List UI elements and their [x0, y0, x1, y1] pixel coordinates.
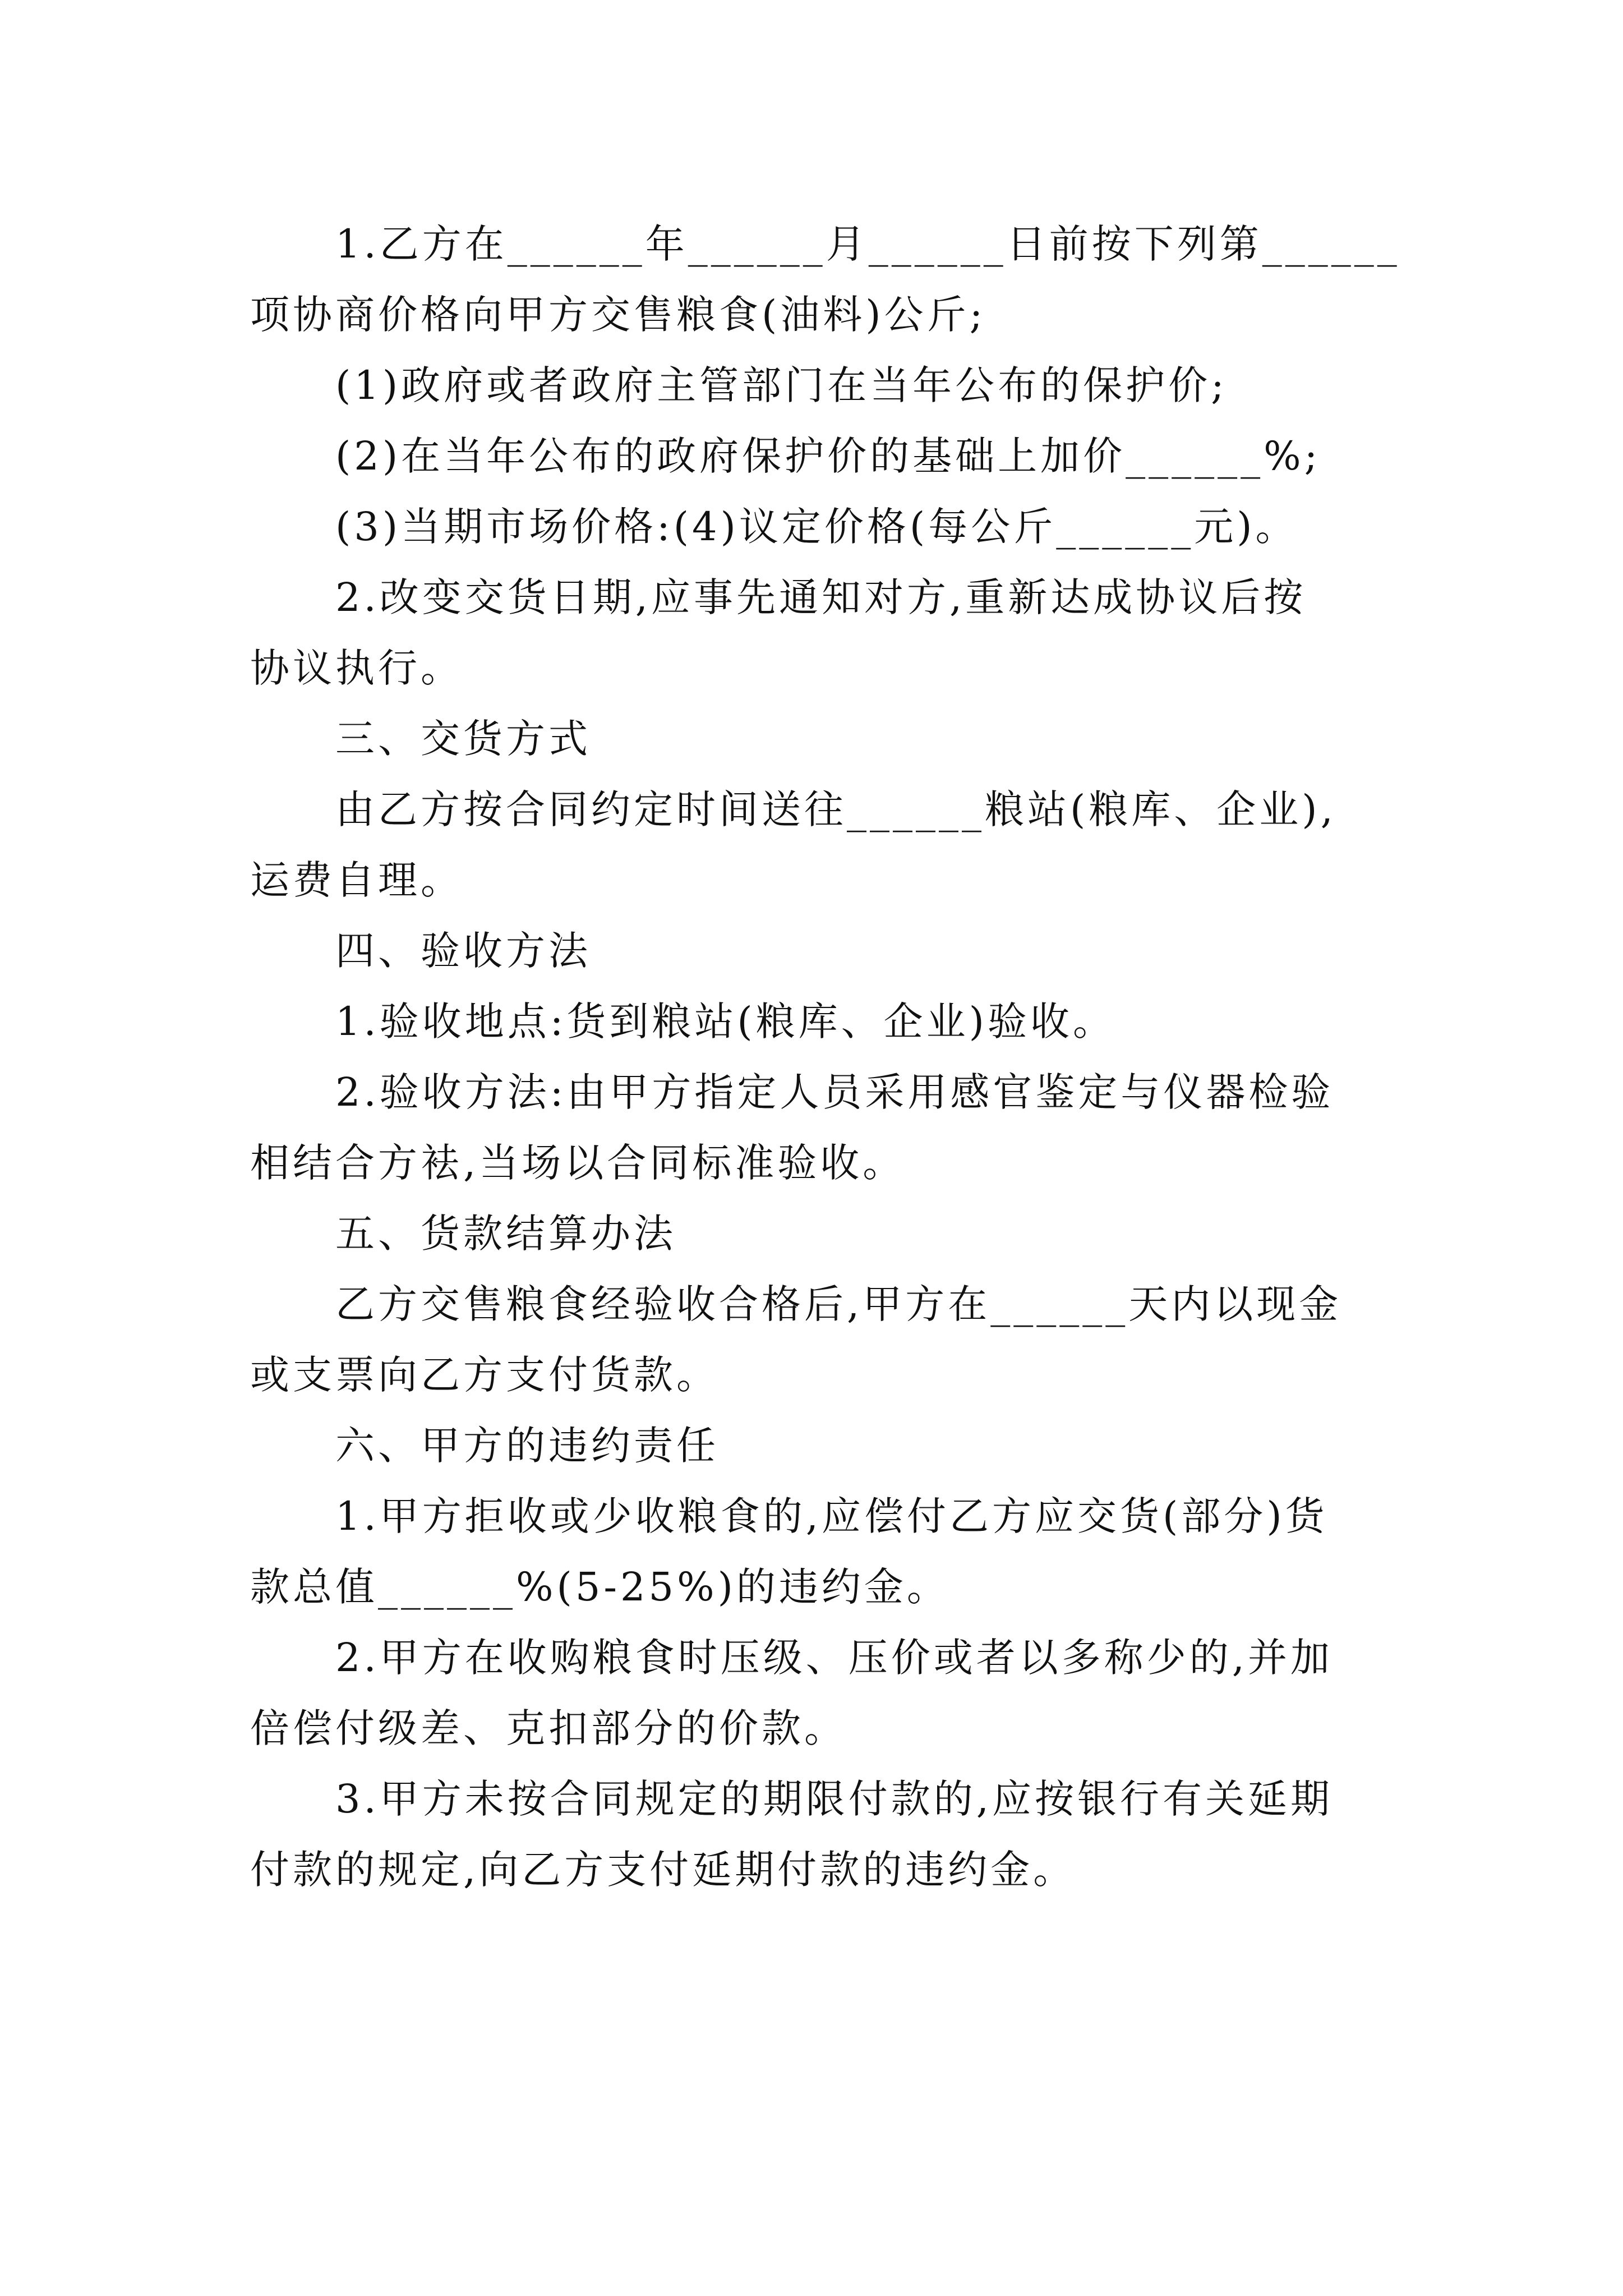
document-body [250, 209, 1400, 1905]
text-line: 1.甲方拒收或少收粮食的,应偿付乙方应交货(部分)货 [335, 1493, 1328, 1539]
text-line: 3.甲方未按合同规定的期限付款的,应按银行有关延期 [335, 1776, 1334, 1822]
text-line: (2)在当年公布的政府保护价的基础上加价______%; [335, 433, 1321, 479]
text-line: (1)政府或者政府主管部门在当年公布的保护价; [335, 362, 1228, 408]
text-line: 1.验收地点:货到粮站(粮库、企业)验收。 [335, 999, 1115, 1045]
text-line: 乙方交售粮食经验收合格后,甲方在______天内以现金 [335, 1281, 1342, 1327]
text-line: 运费自理。 [250, 857, 463, 903]
text-line: 项协商价格向甲方交售粮食(油料)公斤; [250, 292, 986, 338]
text-line: 或支票向乙方支付货款。 [250, 1352, 719, 1398]
text-line: 2.改变交货日期,应事先通知对方,重新达成协议后按 [335, 574, 1307, 620]
text-line: 1.乙方在______年______月______日前按下列第______ [335, 221, 1400, 267]
section-heading: 三、交货方式 [335, 716, 591, 762]
text-line: 相结合方袪,当场以合同标准验收。 [250, 1140, 906, 1186]
text-line: (3)当期市场价格:(4)议定价格(每公斤______元)。 [335, 504, 1298, 550]
text-line: 2.甲方在收购粮食时压级、压价或者以多称少的,并加 [335, 1635, 1334, 1681]
text-line: 付款的规定,向乙方支付延期付款的违约金。 [250, 1847, 1076, 1893]
text-line: 款总值______%(5-25%)的违约金。 [250, 1564, 949, 1610]
section-heading: 六、甲方的违约责任 [335, 1423, 719, 1469]
text-line: 倍偿付级差、克扣部分的价款。 [250, 1705, 847, 1751]
section-heading: 五、货款结算办法 [335, 1211, 676, 1257]
text-line: 2.验收方法:由甲方指定人员采用感官鉴定与仪器检验 [335, 1069, 1334, 1115]
section-heading: 四、验收方法 [335, 928, 591, 974]
text-line: 由乙方按合同约定时间送往______粮站(粮库、企业), [335, 786, 1336, 832]
text-line: 协议执行。 [250, 645, 463, 691]
